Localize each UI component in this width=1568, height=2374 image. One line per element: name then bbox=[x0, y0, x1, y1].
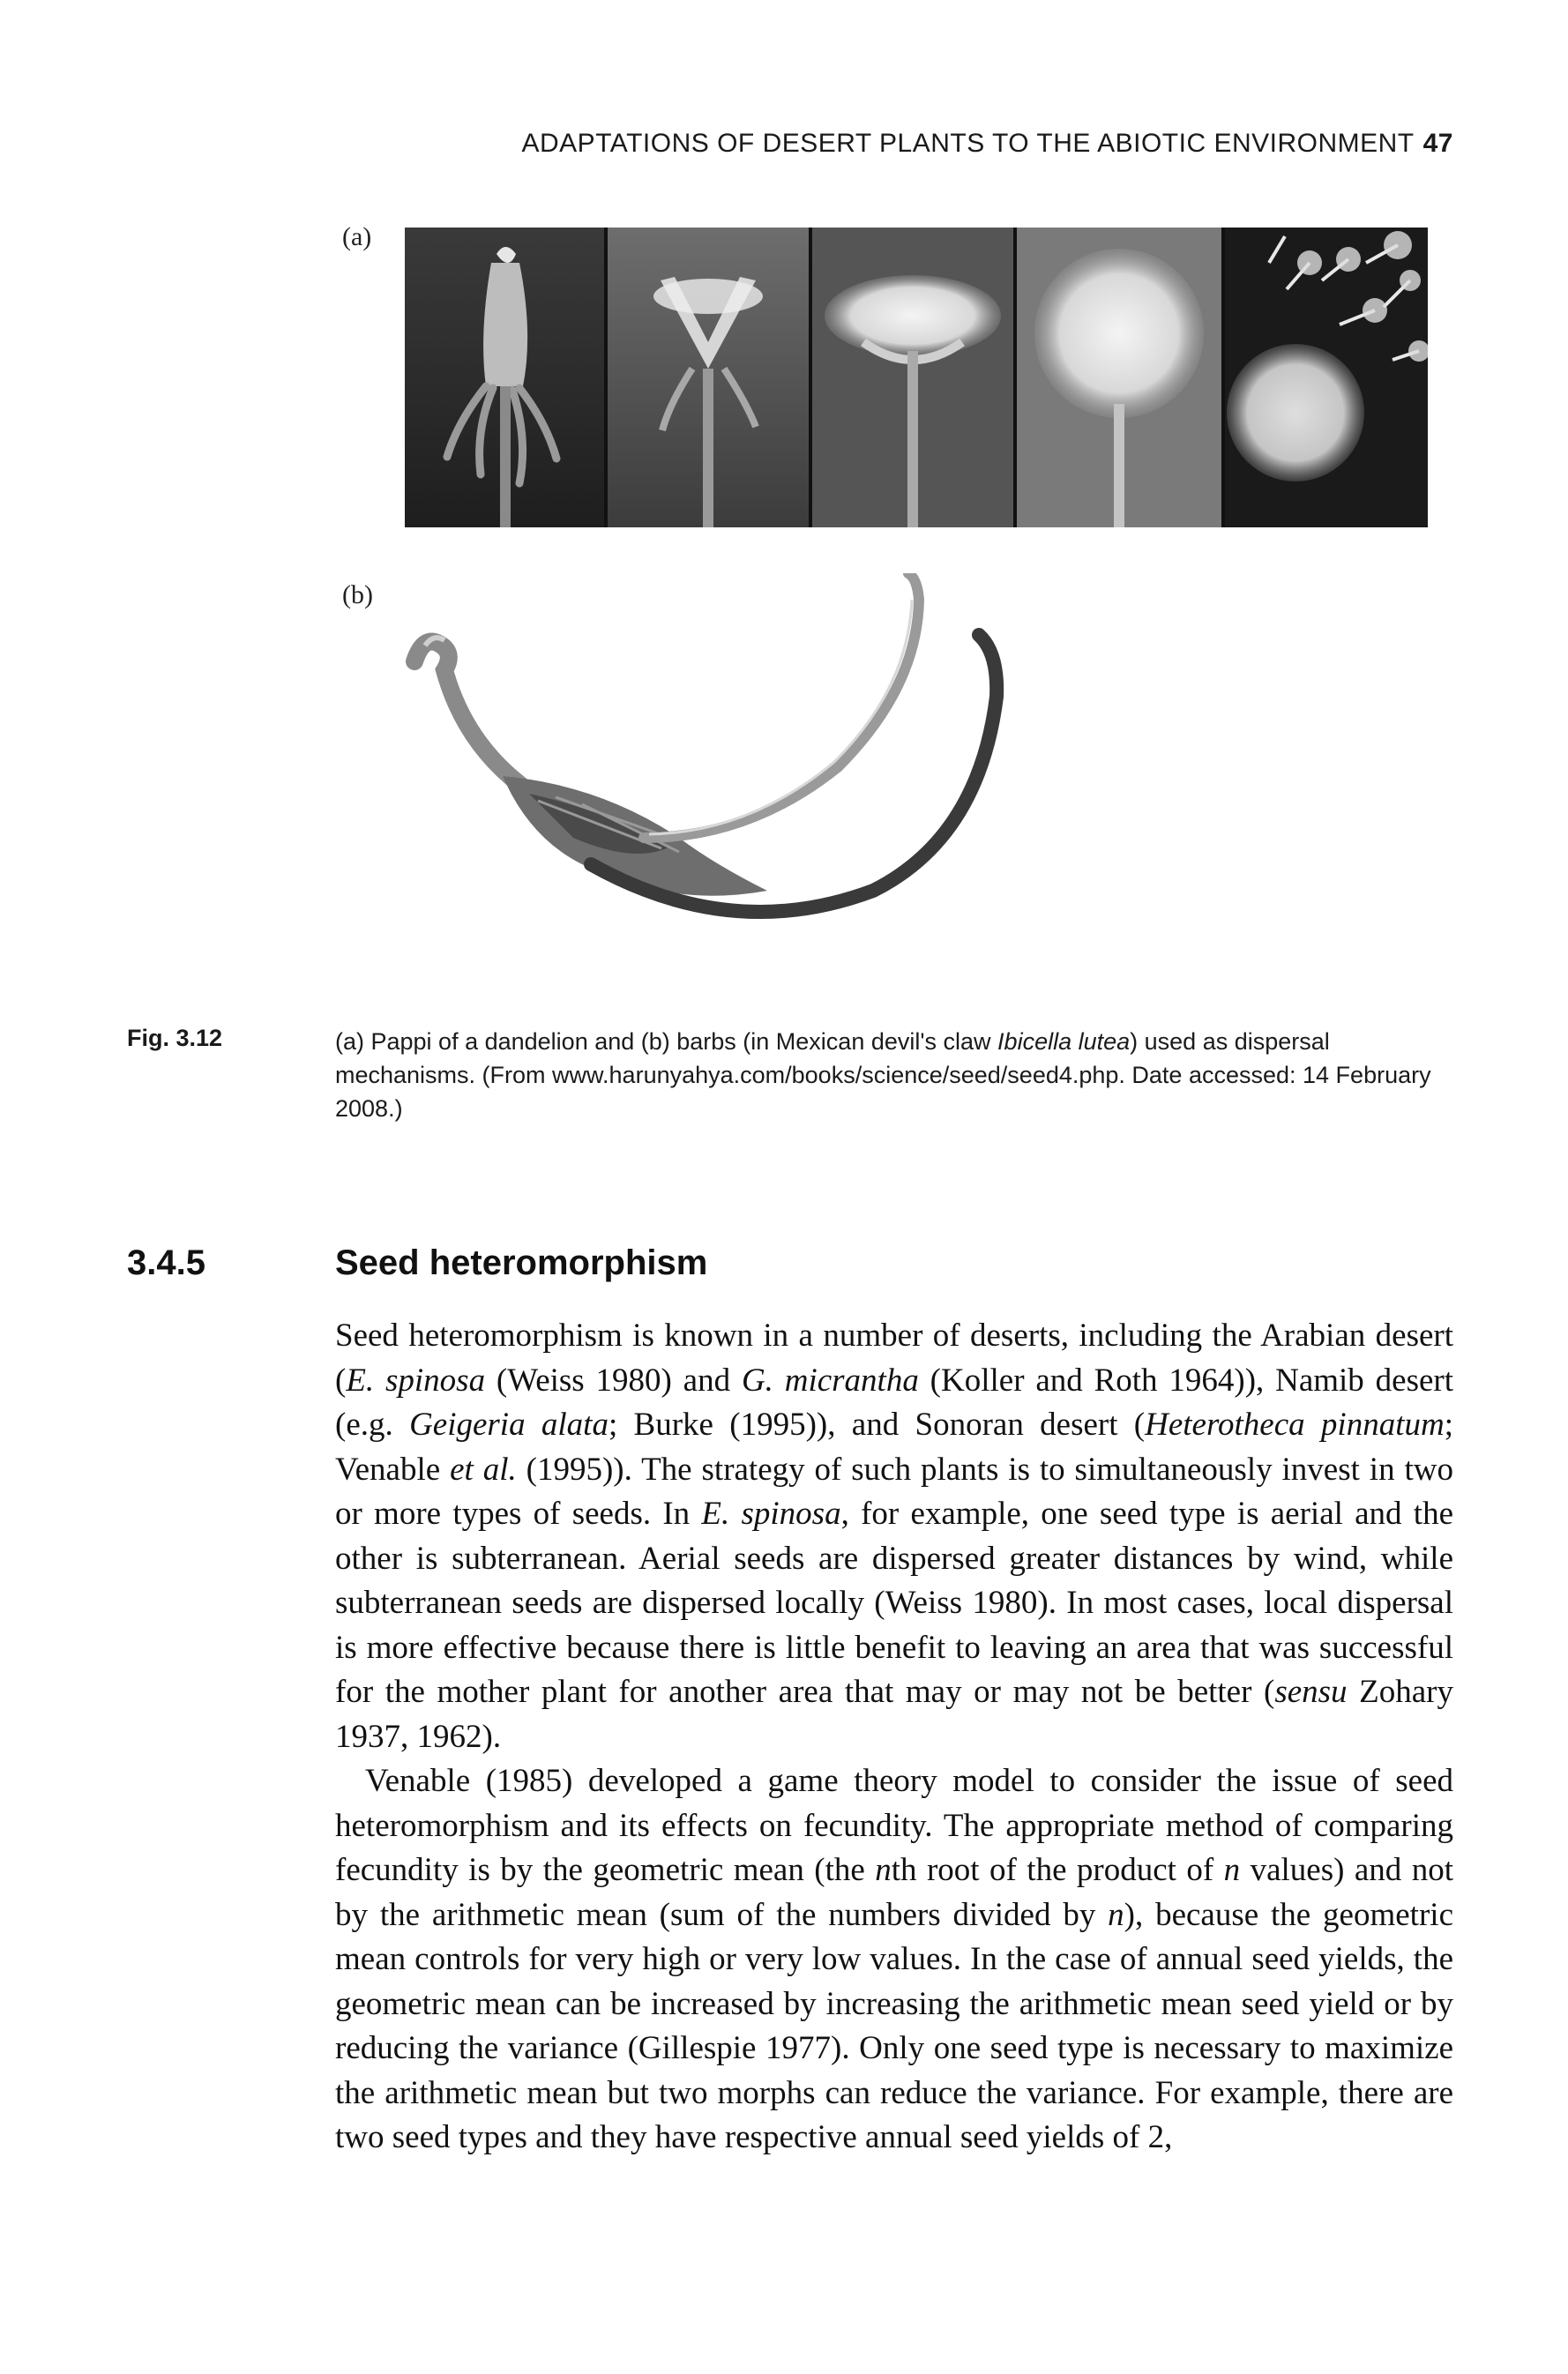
dandelion-stages-image bbox=[405, 228, 1428, 527]
devils-claw-image bbox=[379, 573, 1102, 979]
text-run: Seed heteromorphism is known in a number of deserts, including the Arabian desert ( bbox=[335, 1318, 1453, 1399]
italic-run: et al. bbox=[450, 1451, 517, 1488]
section-number: 3.4.5 bbox=[127, 1243, 205, 1282]
text-run: ; Burke (1995)), and Sonoran desert ( bbox=[608, 1407, 1146, 1443]
text-run: values) and not by the arithmetic mean (sum of the numbers divided by bbox=[335, 1852, 1454, 1933]
caption-species: Ibicella lutea bbox=[997, 1028, 1131, 1055]
italic-run: n bbox=[1108, 1896, 1124, 1933]
figure-caption bbox=[335, 1025, 1453, 1125]
section-title: Seed heteromorphism bbox=[335, 1243, 708, 1282]
text-run: ; Venable bbox=[335, 1407, 1453, 1488]
paragraph-1 bbox=[335, 1314, 1453, 1759]
panel-a-label: (a) bbox=[342, 222, 372, 251]
panel-b-label: (b) bbox=[342, 580, 373, 609]
italic-run: sensu bbox=[1274, 1674, 1348, 1710]
italic-run: E. spinosa bbox=[346, 1362, 486, 1399]
text-run: (1995)). The strategy of such plants is to simultaneously invest in two or more types of seeds. In bbox=[335, 1451, 1453, 1532]
italic-run: Heterotheca pinnatum bbox=[1145, 1407, 1445, 1443]
text-run: (Koller and Roth 1964)), Namib desert (e.g. bbox=[335, 1362, 1453, 1443]
italic-run: E. spinosa bbox=[701, 1496, 841, 1532]
text-run: , for example, one seed type is aerial and the other is subterranean. Aerial seeds are dispersed greater distances by wind, while subterranean seeds are dispersed locally (Weiss 1980). In most cases, local dispersal is more effective because there is little benefit to leaving an area that was successful for the mother plant for another area that may or may not be better ( bbox=[335, 1496, 1453, 1710]
paragraph-2 bbox=[335, 1759, 1453, 2161]
page-number: 47 bbox=[1422, 129, 1453, 158]
running-title: ADAPTATIONS OF DESERT PLANTS TO THE ABIOTIC ENVIRONMENT bbox=[521, 129, 1415, 158]
dandelion-photo-strip bbox=[405, 228, 1428, 527]
text-run: Venable (1985) developed a game theory model to consider the issue of seed heteromorphism and its effects on fecundity. The appropriate method of comparing fecundity is by the geometric mean (the bbox=[335, 1763, 1453, 1888]
devils-claw-drawing bbox=[379, 573, 1102, 979]
italic-run: n bbox=[1223, 1852, 1241, 1888]
figure-label: Fig. 3.12 bbox=[127, 1025, 223, 1051]
text-run: Zohary 1937, 1962). bbox=[335, 1674, 1453, 1755]
italic-run: Geigeria alata bbox=[409, 1407, 609, 1443]
running-head bbox=[335, 129, 1453, 159]
italic-run: n bbox=[875, 1852, 892, 1888]
caption-part: (a) Pappi of a dandelion and (b) barbs (in Mexican devil's claw bbox=[335, 1028, 998, 1055]
text-run: (Weiss 1980) and bbox=[485, 1362, 742, 1399]
body-text bbox=[335, 1314, 1453, 2161]
caption-part: ) used as dispersal mechanisms. (From www.harunyahya.com/books/science/seed/seed4.php. Date accessed: 14 February 2008.) bbox=[335, 1028, 1431, 1122]
text-run: th root of the product of bbox=[891, 1852, 1224, 1888]
italic-run: G. micrantha bbox=[741, 1362, 919, 1399]
text-run: ), because the geometric mean controls for very high or very low values. In the case of annual seed yields, the geometric mean can be increased by increasing the arithmetic mean seed yield or by reducing the variance (Gillespie 1977). Only one seed type is necessary to maximize the arithmetic mean but two morphs can reduce the variance. For example, there are two seed types and they have respective annual seed yields of 2, bbox=[335, 1896, 1453, 2155]
